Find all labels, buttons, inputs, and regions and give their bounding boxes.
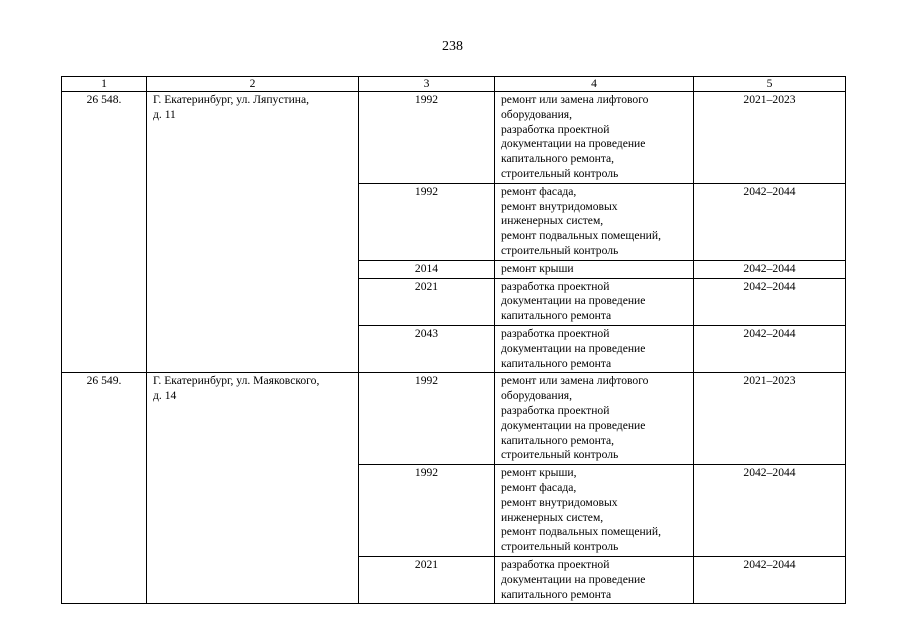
entry-number: 26 548.: [62, 92, 147, 373]
year-cell: 2014: [359, 260, 495, 278]
works-cell: ремонт фасада, ремонт внутридомовых инженерных систем, ремонт подвальных помещений, строительный контроль: [495, 183, 694, 260]
works-cell: ремонт крыши: [495, 260, 694, 278]
address-cell: Г. Екатеринбург, ул. Маяковского, д. 14: [147, 373, 359, 604]
works-cell: разработка проектной документации на проведение капитального ремонта: [495, 556, 694, 603]
period-cell: 2042–2044: [694, 183, 846, 260]
year-cell: 1992: [359, 465, 495, 557]
period-cell: 2021–2023: [694, 92, 846, 184]
repair-schedule-table: [61, 76, 846, 604]
works-cell: ремонт или замена лифтового оборудования, разработка проектной документации на проведение капитального ремонта, строительный контроль: [495, 92, 694, 184]
period-cell: 2042–2044: [694, 465, 846, 557]
year-cell: 2021: [359, 278, 495, 325]
year-cell: 2043: [359, 325, 495, 372]
period-cell: 2021–2023: [694, 373, 846, 465]
column-header-2: 2: [147, 77, 359, 92]
year-cell: 1992: [359, 373, 495, 465]
address-cell: Г. Екатеринбург, ул. Ляпустина, д. 11: [147, 92, 359, 373]
works-cell: ремонт или замена лифтового оборудования, разработка проектной документации на проведение капитального ремонта, строительный контроль: [495, 373, 694, 465]
column-header-4: 4: [495, 77, 694, 92]
column-header-3: 3: [359, 77, 495, 92]
year-cell: 2021: [359, 556, 495, 603]
period-cell: 2042–2044: [694, 278, 846, 325]
year-cell: 1992: [359, 183, 495, 260]
column-header-5: 5: [694, 77, 846, 92]
works-cell: разработка проектной документации на проведение капитального ремонта: [495, 278, 694, 325]
period-cell: 2042–2044: [694, 556, 846, 603]
page-number: 238: [442, 39, 463, 54]
period-cell: 2042–2044: [694, 325, 846, 372]
entry-number: 26 549.: [62, 373, 147, 604]
table-row: [62, 92, 846, 184]
period-cell: 2042–2044: [694, 260, 846, 278]
works-cell: разработка проектной документации на проведение капитального ремонта: [495, 325, 694, 372]
works-cell: ремонт крыши, ремонт фасада, ремонт внутридомовых инженерных систем, ремонт подвальных помещений, строительный контроль: [495, 465, 694, 557]
table-row: [62, 373, 846, 465]
column-header-1: 1: [62, 77, 147, 92]
year-cell: 1992: [359, 92, 495, 184]
header-row: [62, 77, 846, 92]
